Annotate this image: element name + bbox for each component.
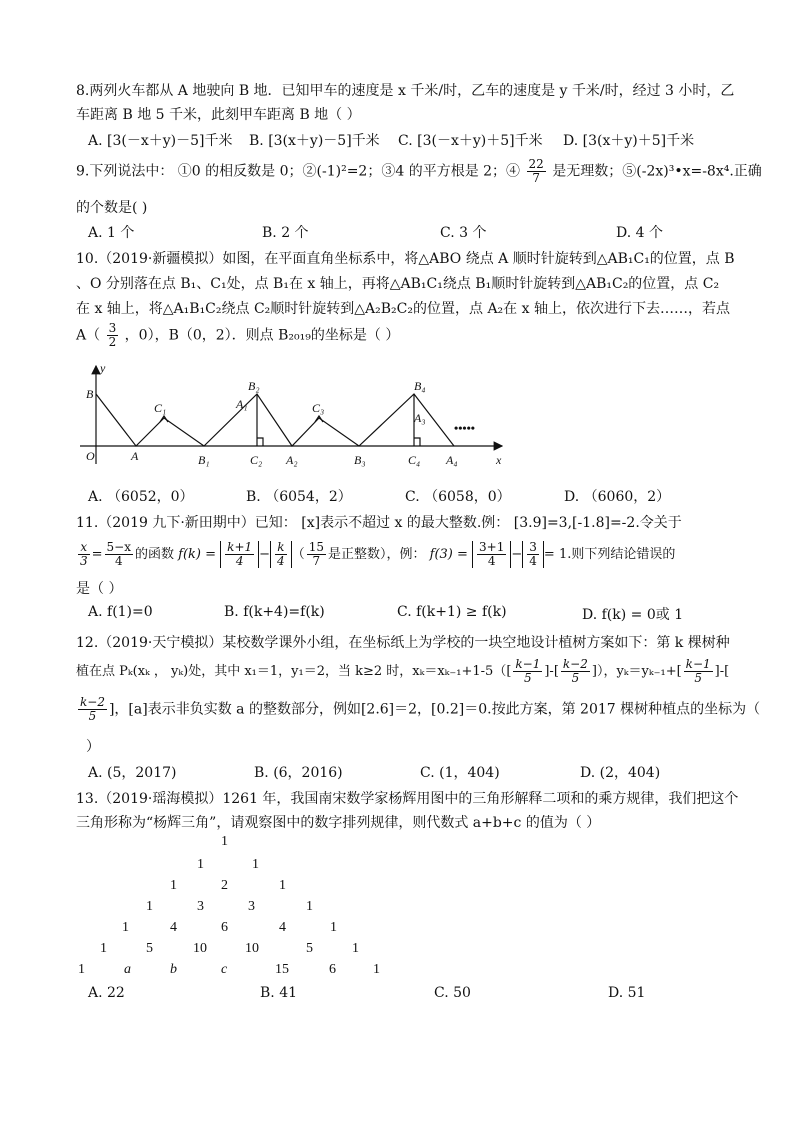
tri-2-2: 1 (279, 878, 286, 893)
q10-option-b[interactable]: B. （6054，2） (246, 489, 352, 505)
label-b4: B₄ (414, 379, 426, 393)
tri-5-4: 5 (306, 941, 313, 956)
q12-stem-line2 (76, 658, 729, 685)
tri-4-2: 6 (221, 920, 228, 935)
tri-6-b: b (170, 962, 177, 977)
q12-text-a: 植在点 Pₖ(xₖ ， yₖ)处，其中 x₁＝1，y₁＝2，当 k≥2 时，xₖ＝xₖ₋₁+1-5（[ (76, 664, 512, 679)
q11-eq-left: $\frac{x}{3}$ (80, 540, 88, 568)
tri-2-1: 2 (221, 878, 228, 893)
tri-3-3: 1 (306, 899, 313, 914)
q12-text-c: ]），yₖ＝yₖ₋₁+[ (591, 664, 682, 679)
q9-text-a: 9.下列说法中： ①0 的相反数是 0；②(-1)²=2；③4 的平方根是 2；④ (76, 163, 521, 180)
label-b3: B₃ (354, 453, 366, 467)
tri-4-4: 1 (330, 920, 337, 935)
q11-option-d[interactable]: D. f(k) = 0或 1 (582, 607, 684, 623)
q9-fraction: $\frac{22}{7}$ (528, 157, 544, 185)
q11-bracket-3: $\frac{3+1}{4}$ (472, 541, 511, 568)
q13-option-b[interactable]: B. 41 (260, 985, 298, 1001)
tri-3-2: 3 (248, 899, 255, 914)
tri-1-1: 1 (252, 857, 259, 872)
q8-option-b[interactable]: B. [3(x＋y)－5]千米 (249, 133, 380, 149)
q11-fk: f(k) = (178, 547, 217, 562)
q12-frac-1: $\frac{k-1}{5}$ (515, 657, 541, 685)
q9-option-d[interactable]: D. 4 个 (616, 225, 663, 241)
q11-text-c: 是正整数），例： (327, 547, 426, 562)
q11-bracket-4: $\frac{3}{4}$ (522, 541, 544, 568)
q8-stem-line2: 车距离 B 地 5 千米，此刻甲车距离 B 地（ ） (76, 107, 361, 123)
label-c1: C₁ (154, 401, 167, 415)
tri-6-4: 15 (275, 962, 289, 977)
q9-option-b[interactable]: B. 2 个 (262, 225, 309, 241)
q13-option-c[interactable]: C. 50 (434, 985, 471, 1001)
q12-option-b[interactable]: B. (6，2016) (254, 765, 343, 781)
q8-option-c[interactable]: C. [3(－x＋y)＋5]千米 (398, 133, 543, 149)
tri-2-0: 1 (170, 878, 177, 893)
q12-frac-3: $\frac{k-1}{5}$ (685, 657, 711, 685)
q12-option-d[interactable]: D. (2，404) (580, 765, 661, 781)
q12-frac-2: $\frac{k-2}{5}$ (562, 657, 588, 685)
q11-stem-line2: $\frac{x}{3}$ = $\frac{5-x}{4}$ 的函数 f(k) = $\frac{k+1}{4}$ − $\frac{k}{4}$ （ $\frac{15}{7}$ 是正整数），例： f(3) = $\frac{3+1}{4}$ − $\frac{3}{4}$ = 1.则下列结论错误的 (80, 540, 676, 568)
tri-4-0: 1 (122, 920, 129, 935)
q12-text-d: ]-[ (714, 664, 730, 679)
q10-text-b: ，0），B（0，2）．则点 B₂₀₁₉的坐标是（ ） (124, 327, 400, 344)
q13-option-a[interactable]: A. 22 (88, 985, 125, 1001)
q9-option-a[interactable]: A. 1 个 (88, 225, 135, 241)
q9-stem-line1 (76, 158, 762, 185)
label-a1: A₁ (236, 397, 248, 411)
q12-text-b: ]-[ (544, 664, 559, 679)
q11-bracket-1: $\frac{k+1}{4}$ (220, 541, 259, 568)
tri-5-2: 10 (193, 941, 207, 956)
q10-text-a: A（ (76, 327, 101, 344)
q11-option-a[interactable]: A. f(1)=0 (88, 604, 153, 620)
q10-stem-line3: 在 x 轴上，将△A₁B₁C₂绕点 C₂顺时针旋转到△A₂B₂C₂的位置，点 A₂在 x 轴上，依次进行下去……，若点 (76, 301, 730, 317)
label-a2: A₂ (286, 453, 298, 467)
tri-3-1: 3 (197, 899, 204, 914)
q12-option-a[interactable]: A. (5，2017) (88, 765, 177, 781)
tri-6-a: a (124, 962, 131, 977)
q10-stem-line1: 10.（2019·新疆模拟）如图，在平面直角坐标系中，将△ABO 绕点 A 顺时针旋转到△AB₁C₁的位置，点 B (76, 251, 735, 267)
tri-6-0: 1 (78, 962, 85, 977)
tri-5-5: 1 (352, 941, 359, 956)
label-b2: B₂ (248, 379, 260, 393)
label-y: y (100, 361, 106, 375)
label-c3: C₃ (312, 401, 325, 415)
q11-frac-15-7: $\frac{15}{7}$ (308, 540, 324, 568)
q10-option-c[interactable]: C. （6058，0） (405, 489, 511, 505)
label-c4: C₄ (408, 453, 421, 467)
tri-6-6: 1 (373, 962, 380, 977)
tri-4-1: 4 (170, 920, 177, 935)
q11-option-c[interactable]: C. f(k+1) ≥ f(k) (397, 604, 507, 620)
q8-option-a[interactable]: A. [3(－x＋y)－5]千米 (88, 133, 233, 149)
q11-option-b[interactable]: B. f(k+4)=f(k) (224, 604, 325, 620)
q12-frac-4: $\frac{k-2}{5}$ (80, 695, 105, 723)
label-a3: A₃ (414, 411, 426, 425)
q11-stem-line1: 11.（2019 九下·新田期中）已知： [x]表示不超过 x 的最大整数.例： [3.9]=3,[-1.8]=-2.令关于 (76, 515, 682, 531)
tri-0-0: 1 (221, 834, 228, 849)
tri-3-0: 1 (146, 899, 153, 914)
label-b: B (86, 387, 94, 401)
tri-6-c: c (221, 962, 228, 977)
label-a4: A₄ (446, 453, 458, 467)
q9-text-b: 是无理数；⑤(-2x)³•x=-8x⁴.正确 (552, 163, 762, 180)
tri-5-1: 5 (146, 941, 153, 956)
q8-option-d[interactable]: D. [3(x＋y)＋5]千米 (563, 133, 695, 149)
q11-text-d: = 1.则下列结论错误的 (543, 547, 676, 562)
q10-option-a[interactable]: A. （6052，0） (88, 489, 194, 505)
q12-text-e: ]，[a]表示非负实数 a 的整数部分，例如[2.6]＝2，[0.2]＝0.按此方案，第 2017 棵树种植点的坐标为（ (108, 701, 761, 718)
q13-stem-line2: 三角形称为“杨辉三角”，请观察图中的数字排列规律，则代数式 a+b+c 的值为（ ） (76, 815, 601, 831)
q11-f3: f(3) = (429, 547, 468, 562)
tri-5-3: 10 (245, 941, 259, 956)
tri-6-5: 6 (329, 962, 336, 977)
q9-option-c[interactable]: C. 3 个 (440, 225, 487, 241)
label-a: A (131, 449, 139, 463)
q10-option-d[interactable]: D. （6060，2） (564, 489, 671, 505)
q10-stem-line4 (76, 322, 399, 349)
q11-bracket-2: $\frac{k}{4}$ (270, 541, 292, 568)
q12-stem-line3 (76, 696, 760, 723)
rotation-path (96, 394, 454, 446)
q9-stem-line2: 的个数是( ) (76, 200, 148, 216)
q11-text-b: （ (291, 547, 305, 562)
q8-stem-line1: 8.两列火车都从 A 地驶向 B 地．已知甲车的速度是 x 千米/时，乙车的速度是 y 千米/时，经过 3 小时，乙 (76, 83, 735, 99)
label-o: O (86, 449, 95, 463)
label-c2: C₂ (250, 453, 263, 467)
tri-4-3: 4 (279, 920, 286, 935)
q12-stem-line1: 12.（2019·天宁模拟）某校数学课外小组，在坐标纸上为学校的一块空地设计植树方案如下：第 k 棵树种 (76, 635, 730, 651)
q10-stem-line2: 、O 分别落在点 B₁、C₁处，点 B₁在 x 轴上，再将△AB₁C₁绕点 B₁顺时针旋转到△AB₁C₂的位置，点 C₂ (76, 276, 720, 292)
label-x: x (496, 453, 502, 467)
q12-stem-line4: ） (86, 739, 100, 755)
q11-text-a: 的函数 (135, 547, 175, 562)
tri-5-0: 1 (100, 941, 107, 956)
q13-stem-line1: 13.（2019·瑶海模拟）1261 年，我国南宋数学家杨辉用图中的三角形解释二项和的乘方规律，我们把这个 (76, 791, 739, 807)
q11-stem-line3: 是（ ） (76, 581, 123, 597)
q10-fraction: $\frac{3}{2}$ (108, 321, 117, 349)
label-ellipsis: ••••• (454, 421, 476, 435)
q10-rotation-figure (74, 360, 514, 470)
tri-1-0: 1 (197, 857, 204, 872)
q12-option-c[interactable]: C. (1，404) (420, 765, 500, 781)
label-b1: B₁ (198, 453, 210, 467)
q13-option-d[interactable]: D. 51 (608, 985, 646, 1001)
q11-eq-right: $\frac{5-x}{4}$ (106, 540, 132, 568)
